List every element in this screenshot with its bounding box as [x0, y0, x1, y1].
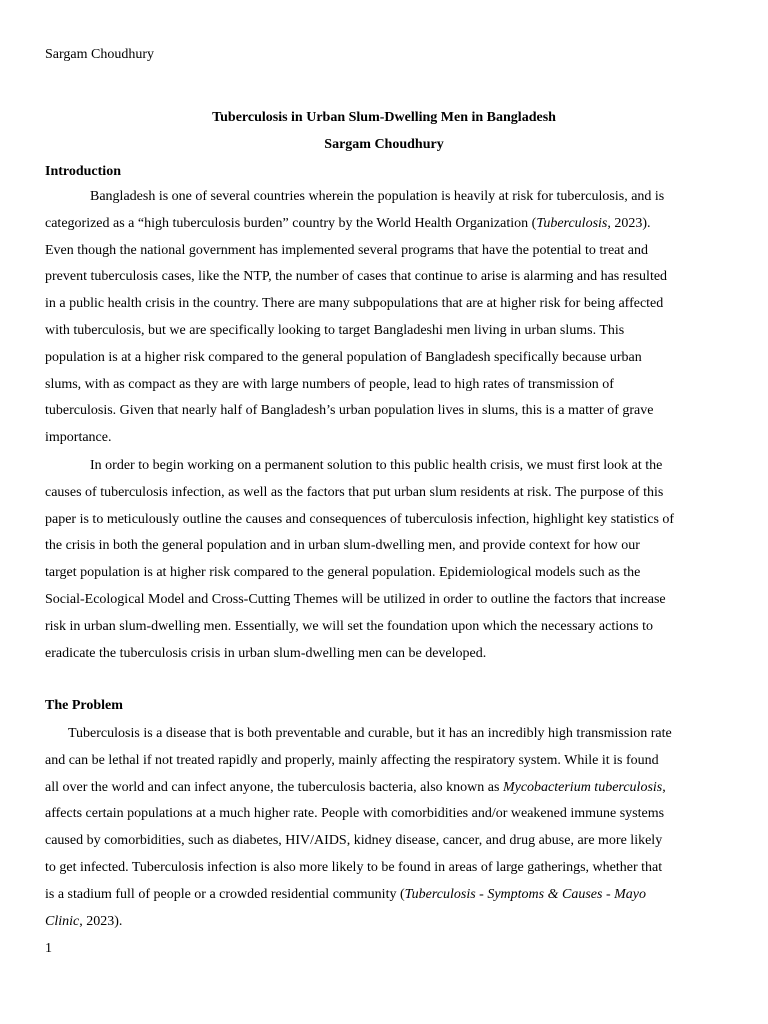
- section-heading-introduction: Introduction: [45, 164, 121, 179]
- text-line: caused by comorbidities, such as diabetes, HIV/AIDS, kidney disease, cancer, and drug abuse, are more likely: [45, 833, 663, 849]
- text-line: eradicate the tuberculosis crisis in urban slum-dwelling men can be developed.: [45, 645, 487, 661]
- text-line: target population is at higher risk compared to the general population. Epidemiological models such as the: [45, 565, 641, 581]
- paragraph-intro-2: [45, 453, 735, 667]
- text-line: paper is to meticulously outline the causes and consequences of tuberculosis infection, highlight key statistics of: [45, 511, 675, 527]
- text-line: is a stadium full of people or a crowded residential community (Tuberculosis - Symptoms & Causes - Mayo: [45, 886, 646, 902]
- text-line: population is at a higher risk compared to the general population of Bangladesh specifically because urban: [45, 349, 642, 365]
- text-line: prevent tuberculosis cases, like the NTP, the number of cases that continue to arise is alarming and has resulted: [45, 269, 668, 285]
- section-heading-the-problem: The Problem: [45, 698, 123, 713]
- text-line: importance.: [45, 430, 112, 446]
- paragraph-problem-1: [45, 721, 735, 935]
- paper-author: Sargam Choudhury: [324, 137, 444, 152]
- page-number: 1: [45, 941, 52, 956]
- text-line: with tuberculosis, but we are specifically looking to target Bangladeshi men living in urban slums. This: [45, 322, 625, 338]
- text-line: risk in urban slum-dwelling men. Essentially, we will set the foundation upon which the necessary actions to: [45, 618, 653, 634]
- text-line: the crisis in both the general population and in urban slum-dwelling men, and provide context for how our: [45, 538, 640, 554]
- paragraph-intro-1: [45, 184, 735, 452]
- text-line: all over the world and can infect anyone, the tuberculosis bacteria, also known as Mycobacterium tuberculosis,: [45, 779, 666, 795]
- text-line: Even though the national government has implemented several programs that have the potential to treat and: [45, 242, 648, 258]
- text-line: and can be lethal if not treated rapidly and properly, mainly affecting the respiratory system. While it is found: [45, 752, 659, 768]
- text-line: causes of tuberculosis infection, as well as the factors that put urban slum residents at risk. The purpose of this: [45, 484, 664, 500]
- text-line: Tuberculosis is a disease that is both preventable and curable, but it has an incredibly high transmission rate: [68, 726, 672, 741]
- text-line: affects certain populations at a much higher rate. People with comorbidities and/or weakened immune systems: [45, 806, 665, 822]
- text-line: Clinic, 2023).: [45, 913, 123, 929]
- text-line: Bangladesh is one of several countries wherein the population is heavily at risk for tuberculosis, and is: [90, 189, 665, 204]
- text-line: slums, with as compact as they are with large numbers of people, lead to high rates of transmission of: [45, 376, 614, 392]
- text-line: In order to begin working on a permanent solution to this public health crisis, we must first look at the: [90, 458, 663, 473]
- text-line: categorized as a “high tuberculosis burden” country by the World Health Organization (Tuberculosis, 2023).: [45, 215, 651, 231]
- text-line: to get infected. Tuberculosis infection is also more likely to be found in areas of large gatherings, whether that: [45, 859, 663, 875]
- text-line: Social-Ecological Model and Cross-Cutting Themes will be utilized in order to outline the factors that increase: [45, 591, 666, 607]
- text-line: in a public health crisis in the country. There are many subpopulations that are at higher risk for being affected: [45, 296, 664, 312]
- paper-title: Tuberculosis in Urban Slum-Dwelling Men in Bangladesh: [212, 110, 556, 125]
- text-line: tuberculosis. Given that nearly half of Bangladesh’s urban population lives in slums, this is a matter of grave: [45, 403, 654, 419]
- running-header-author: Sargam Choudhury: [45, 47, 155, 62]
